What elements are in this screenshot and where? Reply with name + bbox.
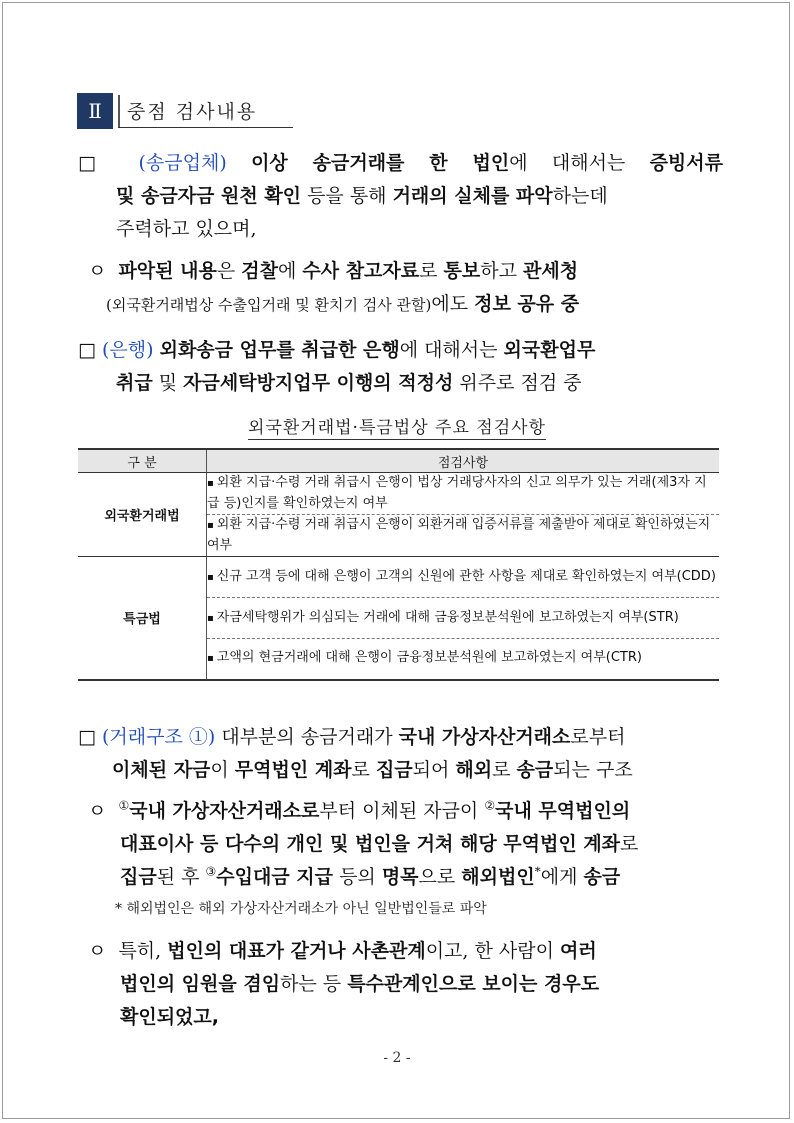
circle-bullet: ㅇ [88,940,107,962]
text: 로 [620,833,639,855]
text-bold: 국내 가상자산거래소로 [129,800,320,822]
text: 이고, 한 사람이 [425,940,560,962]
line [78,180,723,213]
paragraph-related-parties [88,935,723,1034]
line: 주력하고 있으며, [116,218,257,240]
line [88,1001,723,1034]
text-bold: 외국환업무 [503,339,596,361]
text: 특히, [118,940,168,962]
section-title: 중점 검사내용 [127,101,258,123]
text-bold: 관세청 [523,260,579,282]
text-bold: 취급 [116,372,153,394]
table-header-row [78,449,719,473]
text-bold: 증빙서류 [649,152,723,174]
paragraph-banks [78,334,723,400]
text-bold: 송금 [516,759,554,781]
footnote-marker: * [534,864,541,879]
text: 위주로 점검 중 [453,372,582,394]
item-text: 외환 지급·수령 거래 취급시 은행이 외환거래 입증서류를 제출받아 제대로 확인하였는지 여부 [207,517,711,553]
text-bold: 확인되었고, [120,1006,219,1028]
section-underline [118,127,293,128]
superscript-marker: ③ [205,864,217,879]
section-number: Ⅱ [77,93,113,129]
text: 로부터 [570,726,626,748]
text: 으로 [418,866,462,888]
paragraph-remitters [78,147,723,246]
text: 하는데 [552,185,608,207]
line [78,147,723,180]
text-bold: 이상 송금거래를 한 법인 [251,152,510,174]
text-bold: 무역법인 계좌 [234,759,352,781]
line [88,288,723,322]
table-row [78,473,719,515]
text: 에 대해서는 [509,152,650,174]
line [88,255,723,288]
text-bold: 여러 [560,940,597,962]
text: 하고 [480,260,523,282]
category-fx-act: 외국환거래법 [78,473,207,557]
paragraph-findings [88,255,723,322]
label-banks: (은행) [102,339,154,361]
table-title-text: 외국환거래법·특금법상 주요 점검사항 [248,418,546,438]
text: 하는 등 [280,973,348,995]
square-bullet: □ [78,339,96,361]
line [78,754,723,787]
text-bold: 법인의 임원을 겸임 [120,973,281,995]
text: 되어 [412,759,456,781]
table-cell [207,473,720,515]
bullet: ▪ [207,571,214,583]
line [88,795,723,828]
page-number: - 2 - [383,1050,411,1066]
text-bold: 명목 [381,866,419,888]
text: 된 후 [156,866,206,888]
inspection-table [78,448,719,681]
table-cell [207,557,720,598]
text-bold: 이체된 자금 [112,759,211,781]
text-bold: 대표이사 등 다수의 개인 및 법인을 거쳐 해당 무역법인 계좌 [120,833,621,855]
text-bold: 파악된 내용 [118,260,217,282]
text: 은 [216,260,242,282]
text: 대부분의 송금거래가 [215,726,399,748]
header-items: 점검사항 [207,449,720,473]
line [88,935,723,968]
line [88,968,723,1001]
text-bold: 정보 공유 중 [474,293,580,315]
header-category: 구 분 [78,449,207,473]
bullet: ▪ [207,653,214,665]
text-bold: 특수관계인으로 보이는 경우도 [347,973,600,995]
table-title [0,413,794,438]
text: 부터 이체된 자금이 [319,800,485,822]
item-text: 외환 지급·수령 거래 취급시 은행이 법상 거래당사자의 신고 의무가 있는 거래(제3자 지급 등)인지를 확인하였는지 여부 [207,475,707,511]
text-small: (외국환거래법상 수출입거래 및 환치기 검사 관할) [106,296,432,314]
item-text: 신규 고객 등에 대해 은행이 고객의 신원에 관한 사항을 제대로 확인하였는지 여부(CDD) [216,568,716,584]
circle-bullet: ㅇ [88,800,107,822]
table-cell [207,515,720,557]
text-bold: 송금 [583,866,621,888]
category-aml-act: 특금법 [78,557,207,680]
text-bold: 국내 무역법인의 [495,800,631,822]
text: 로 [492,759,517,781]
square-bullet: □ [78,152,115,174]
square-bullet: □ [78,726,96,748]
text-bold: 해외법인 [461,866,535,888]
footnote: * 해외법인은 해외 가상자산거래소가 아닌 일반법인들로 파악 [115,901,487,917]
bullet: ▪ [207,478,214,489]
section-divider [118,95,120,127]
text-bold: 집금 [375,759,413,781]
table-cell [207,598,720,639]
item-text: 고액의 현금거래에 대해 은행이 금융정보분석원에 보고하였는지 여부(CTR) [216,650,642,666]
text-bold: 수입대금 지급 [216,866,334,888]
text-bold: 해외 [455,759,493,781]
text: 이 [210,759,235,781]
superscript-marker: ① [118,798,130,813]
text-bold: 집금 [120,866,157,888]
text-bold: 자금세탁방지업무 이행의 적정성 [183,372,454,394]
text-bold: 국내 가상자산거래소 [398,726,571,748]
text: 에도 [431,293,475,315]
text: 등을 통해 [301,185,393,207]
text [227,152,251,174]
text: 로 [351,759,376,781]
bullet: ▪ [207,520,214,531]
text: 등의 [333,866,382,888]
paragraph-flow [88,795,723,894]
text: 에 대해서는 [399,339,504,361]
bullet: ▪ [207,612,214,624]
text-bold: 외화송금 업무를 취급한 은행 [159,339,400,361]
text: 에 [277,260,303,282]
section-header [77,93,293,129]
text-bold: 검찰 [241,260,278,282]
text-bold: 및 송금자금 원천 확인 [116,185,302,207]
text-bold: 거래의 실체를 파악 [392,185,553,207]
text: 에게 [540,866,584,888]
line [88,861,723,894]
paragraph-structure [78,721,723,787]
table-row [78,557,719,598]
text: 및 [152,372,184,394]
label-structure: (거래구조 ①) [102,726,216,748]
item-text: 자금세탁행위가 의심되는 거래에 대해 금융정보분석원에 보고하였는지 여부(STR) [216,609,679,625]
text-bold: 수사 참고자료 [302,260,420,282]
text-bold: 법인의 대표가 같거나 사촌관계 [167,940,426,962]
text: 되는 구조 [553,759,633,781]
line [78,721,723,754]
table-cell [207,639,720,680]
text: 로 [419,260,444,282]
text-bold: 통보 [443,260,481,282]
circle-bullet: ㅇ [88,260,107,282]
line [88,828,723,861]
line [78,334,723,367]
line [78,367,723,400]
superscript-marker: ② [484,798,496,813]
label-remitters: (송금업체) [138,152,227,174]
